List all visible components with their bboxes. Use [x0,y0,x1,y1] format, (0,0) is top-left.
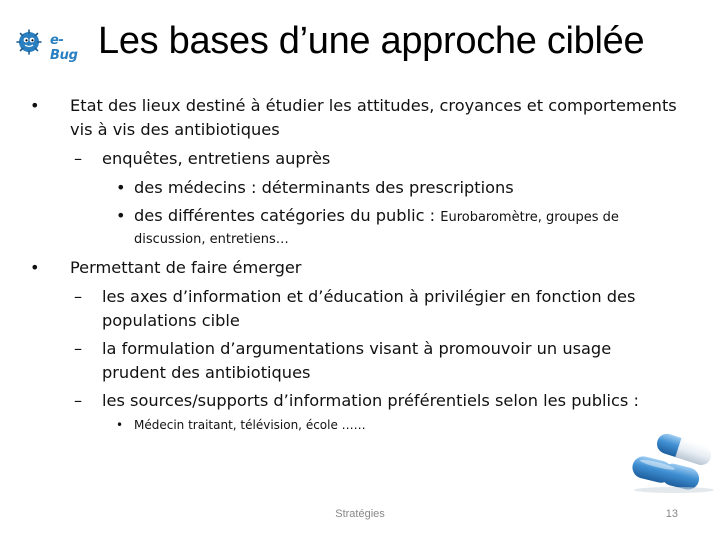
bullet-2-sub-1: les axes d’information et d’éducation à privilégier en fonction des [102,287,636,306]
dash-marker: – [74,391,83,410]
bullet-1-sub-1-b [134,206,619,225]
bullet-1-sub-1-b-main: des différentes catégories du public : [134,206,441,225]
bullet-1-sub-1-b-cont: discussion, entretiens… [134,232,289,247]
bullet-2-text: Permettant de faire émerger [70,258,302,277]
logo-text: e-Bug [50,33,78,63]
slide-title: Les bases d’une approche ciblée [98,20,645,62]
bullet-2-sub-2: la formulation d’argumentations visant à promouvoir un usage [102,339,612,358]
bullet-2-sub-1-cont: populations cible [102,311,240,330]
bullet-1-sub-1-a: des médecins : déterminants des prescriptions [134,178,514,197]
bullet-marker: • [30,258,40,277]
dash-marker: – [74,149,83,168]
ebug-logo [8,24,90,63]
bullet-marker: • [116,418,124,432]
capsule-pills-icon [626,430,720,494]
page-number: 13 [665,508,678,520]
bullet-2-sub-3-a: Médecin traitant, télévision, école …… [134,418,366,432]
bullet-1-sub-1-b-small: Eurobaromètre, groupes de [440,210,619,225]
dash-marker: – [74,339,83,358]
footer-section-label: Stratégies [335,508,385,520]
bullet-marker: • [116,206,126,225]
dash-marker: – [74,287,83,306]
bullet-1-sub-1: enquêtes, entretiens auprès [102,149,331,168]
bullet-2-sub-2-cont: prudent des antibiotiques [102,363,311,382]
bullet-1-text-cont: vis à vis des antibiotiques [70,120,280,139]
bullet-marker: • [116,178,126,197]
bug-mascot-icon [16,29,42,55]
bullet-1-text: Etat des lieux destiné à étudier les attitudes, croyances et comportements [70,96,677,115]
bullet-marker: • [30,96,40,115]
bullet-2-sub-3: les sources/supports d’information préférentiels selon les publics : [102,391,639,410]
